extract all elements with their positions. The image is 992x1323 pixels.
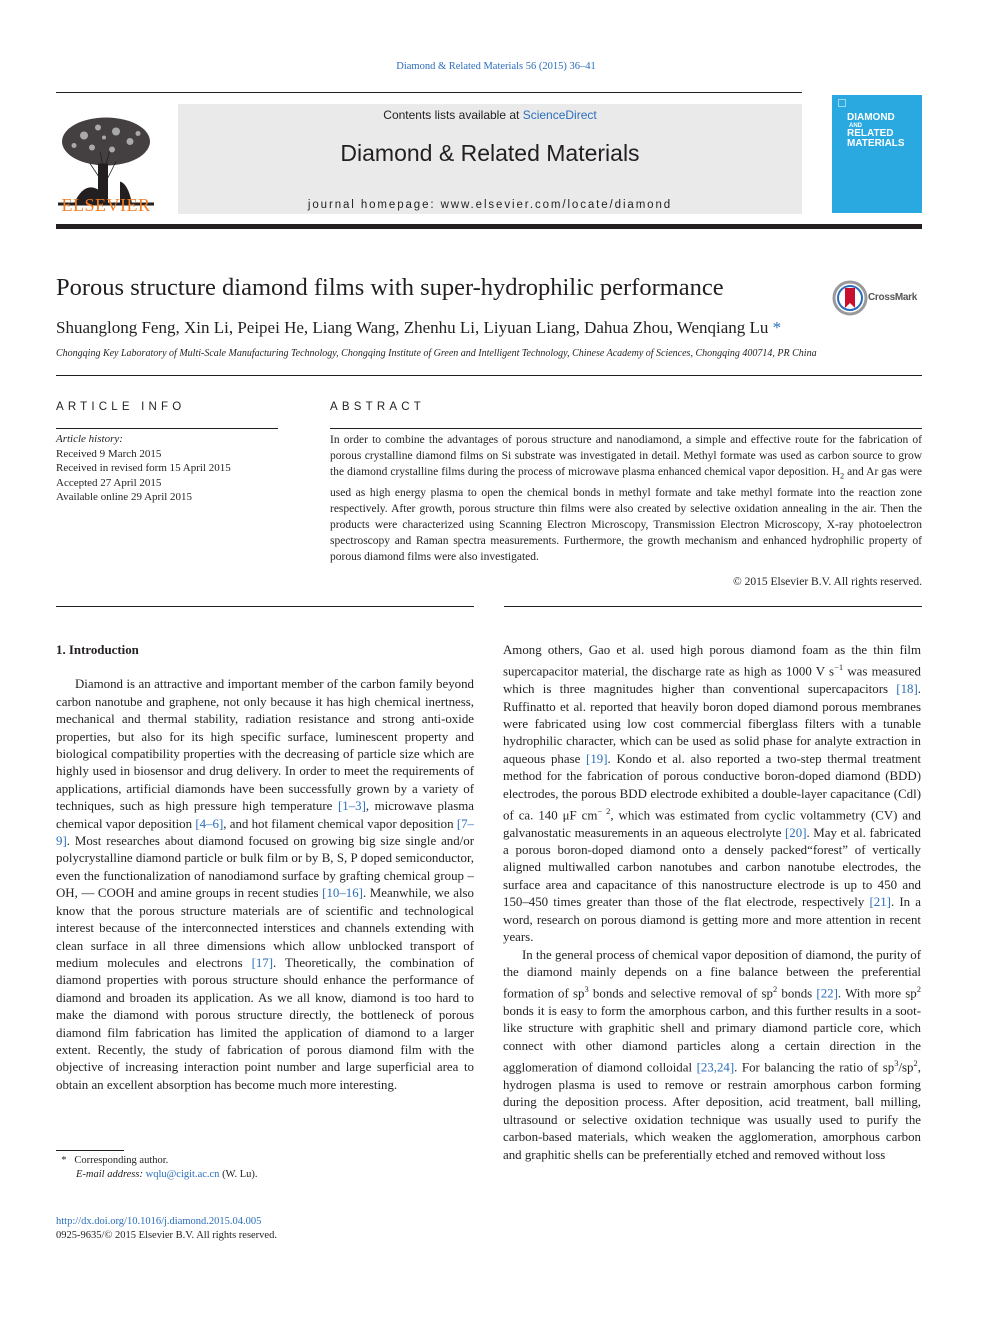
body-column-left xyxy=(56,642,474,1094)
issn-line: 0925-9635/© 2015 Elsevier B.V. All rights reserved. xyxy=(56,1230,277,1241)
citation-link[interactable]: [1–3] xyxy=(337,799,366,814)
citation-link[interactable]: [7–9] xyxy=(56,816,474,849)
journal-name: Diamond & Related Materials xyxy=(340,140,640,166)
corresponding-author-mark[interactable]: * xyxy=(772,318,782,337)
paragraph: Among others, Gao et al. used high porous diamond foam as the thin film supercapacitor material, the discharge rate as high as 1000 V $s^{-1}$ was measured which is three magnitudes higher than conventional supercapacitors [18]. Ruffinatto et al. reported that heavily boron doped diamond porous membranes were fabricated using low cost commercial fiberglass filters with a tunable hydrophilic character, which can be used as solid phase for analyte extraction in aqueous phase [19]. Kondo et al. also reported a two-step thermal treatment method for the fabrication of porous conductive boron-doped diamond (BDD) electrodes, the porous BDD electrode exhibited a double-layer capacitance (Cdl) of ca. 140 μF $cm^{- 2}$, which was estimated from cyclic voltammetry (CV) and galvanostatic measurements in an aqueous electrolyte [20]. May et al. fabricated a porous boron-doped diamond onto a densely packed“forest” of vertically aligned multiwalled carbon nanotubes and carbon nanotube electrodes, the surface area and capacitance of this nanostructure electrode is up to 450 and 150–450 times greater than those of the flat electrode, respectively [21]. In a word, research on porous diamond is getting more and more attention in recent years. xyxy=(503,643,922,945)
history-label: Article history: xyxy=(56,433,123,445)
abstract-rule xyxy=(330,428,922,429)
section-heading-introduction: 1. Introduction xyxy=(56,643,139,657)
history-accepted: Accepted 27 April 2015 xyxy=(56,476,162,489)
journal-citation[interactable]: Diamond & Related Materials 56 (2015) 36–41 xyxy=(396,61,596,72)
citation-link[interactable]: [23,24] xyxy=(696,1060,735,1075)
citation-link[interactable]: [19] xyxy=(586,751,608,766)
citation-link[interactable]: [20] xyxy=(785,825,807,840)
paragraph: In the general process of chemical vapor deposition of diamond, the purity of the diamond mainly depends on a fine balance between the preferential formation of $sp^3$ bonds and selective removal of $sp^2$ bonds [22]. With more $sp^2$ bonds it is easy to form the amorphous carbon, and this further results in a soot-like structure with graphitic shell and primary diamond particle core, which connect with other diamond particles along a certain direction in the agglomeration of diamond colloidal [23,24]. For balancing the ratio of $sp^3/sp^2$, hydrogen plasma is used to remove or restrain amorphous carbon forming during the deposition process. After deposition, acid treatment, ball milling, ultrasound or selective oxidation technique was usually used to purify the carbon-based materials, which weaken the agglomeration, amorphous carbon and graphitic shells can be preferentially etched and removed without loss xyxy=(503,947,921,1162)
history-online: Available online 29 April 2015 xyxy=(56,491,193,503)
article-info-rule xyxy=(56,428,278,429)
affiliation-rule xyxy=(56,375,922,376)
body-column-right xyxy=(503,642,921,1164)
journal-cover-thumbnail xyxy=(832,95,922,213)
publisher-name: ELSEVIER xyxy=(61,195,151,215)
journal-homepage[interactable]: journal homepage: www.elsevier.com/locate/diamond xyxy=(307,199,673,211)
journal-masthead xyxy=(178,104,802,214)
crossmark-label[interactable]: CrossMark xyxy=(868,292,917,303)
abstract-text: In order to combine the advantages of porous structure and nanodiamond, a simple and effective route for the fabrication of porous crystalline diamond films on Si substrate was investigated in detail. Methyl formate was used as carbon source to grow the diamond crystalline films during the process of microwave plasma enhanced chemical vapor deposition. $H_2$ and Ar gas were used as high energy plasma to open the chemical bonds in methyl formate and take methyl formate into the reaction zone respectively. After growth, porous structure thin films were also created by selective oxidation annealing in the air. Then the products were characterized using Scanning Electron Microscopy, Transmission Electron Microscopy, X-ray photoelectron spectroscopy and Raman spectra measurements. Furthermore, the growth mechanism and enhanced hydrophilic property of porous diamond films were also investigated. xyxy=(330,434,922,563)
history-revised: Received in revised form 15 April 2015 xyxy=(56,462,231,474)
history-received: Received 9 March 2015 xyxy=(56,447,162,460)
author-email-link[interactable]: wqlu@cigit.ac.cn xyxy=(145,1169,220,1180)
doi-link[interactable]: http://dx.doi.org/10.1016/j.diamond.2015.04.005 xyxy=(56,1216,262,1227)
contents-available: Contents lists available at ScienceDirect xyxy=(383,108,597,122)
citation-link[interactable]: [10–16] xyxy=(322,886,363,901)
footnote-rule xyxy=(56,1150,124,1151)
abstract-copyright: © 2015 Elsevier B.V. All rights reserved. xyxy=(733,576,922,588)
citation-link[interactable]: [17] xyxy=(251,955,274,970)
sciencedirect-link[interactable]: ScienceDirect xyxy=(522,108,597,122)
paragraph: Diamond is an attractive and important member of the carbon family beyond carbon nanotube and graphene, not only because it has high chemical inertness, mechanical and thermal stability, radiation resistance and strong anti-oxide properties, but also for its high specific surface, luminescent property and biological compatibility properties with the decreasing of particle size which are highly used in biosensor and drug delivery. In order to meet the requirements of applications, artificial diamonds have been successfully grown by a variety of techniques, such as high pressure high temperature [1–3], microwave plasma chemical vapor deposition [4–6], and hot filament chemical vapor deposition [7–9]. Most researches about diamond focused on growing big size single and/or polycrystalline diamond particle or bulk film or by B, S, P doped semiconductor, even the functionalization of nanodiamond surface by grafting chemical group –OH, — COOH and amine groups in recent studies [10–16]. Meanwhile, we also know that the porous structure materials are of scientific and technological interest because of the interconnected interstices and channels extending with clean surface in all three dimensions which allow unblocked transport of medium molecules and electrons [17]. Theoretically, the combination of diamond properties with porous structure should enhance the performance of diamond and broaden its application. As we all know, diamond is too hard to make the diamond with porous structure directly, the bottleneck of porous diamond film fabrication has limited the application of diamond to a larger extent. Recently, the study of fabrication of porous diamond film with the objective of increasing interaction point number and large superficial area to obtain an excellent absorption has become much more interesting. xyxy=(56,677,474,1092)
abstract-bottom-rule-left xyxy=(56,606,474,607)
cover-emblem-icon xyxy=(838,99,846,107)
corresponding-author-footnote: * Corresponding author. E-mail address: wqlu@cigit.ac.cn (W. Lu). xyxy=(61,1155,258,1180)
author-list: Shuanglong Feng, Xin Li, Peipei He, Liang Wang, Zhenhu Li, Liyuan Liang, Dahua Zhou, Wenqiang Lu * xyxy=(56,318,782,337)
header-thick-rule xyxy=(56,224,922,229)
article-title: Porous structure diamond films with super-hydrophilic performance xyxy=(56,274,724,301)
cover-title: DIAMOND AND RELATED MATERIALS xyxy=(847,112,905,149)
citation-link[interactable]: [22] xyxy=(816,986,838,1001)
article-history xyxy=(56,432,231,505)
citation-link[interactable]: [21] xyxy=(869,895,891,910)
article-info-heading: ARTICLE INFO xyxy=(56,401,186,413)
header-rule xyxy=(56,92,802,93)
crossmark-icon[interactable] xyxy=(832,280,868,316)
abstract-heading: ABSTRACT xyxy=(330,401,425,413)
citation-link[interactable]: [4–6] xyxy=(195,816,224,831)
abstract-bottom-rule-right xyxy=(504,606,922,607)
citation-link[interactable]: [18] xyxy=(896,682,918,697)
affiliation: Chongqing Key Laboratory of Multi-Scale Manufacturing Technology, Chongqing Institute of Green and Intelligent Technology, Chinese Academy of Sciences, Chongqing 400714, PR China xyxy=(56,348,817,359)
doi-block xyxy=(56,1215,277,1243)
